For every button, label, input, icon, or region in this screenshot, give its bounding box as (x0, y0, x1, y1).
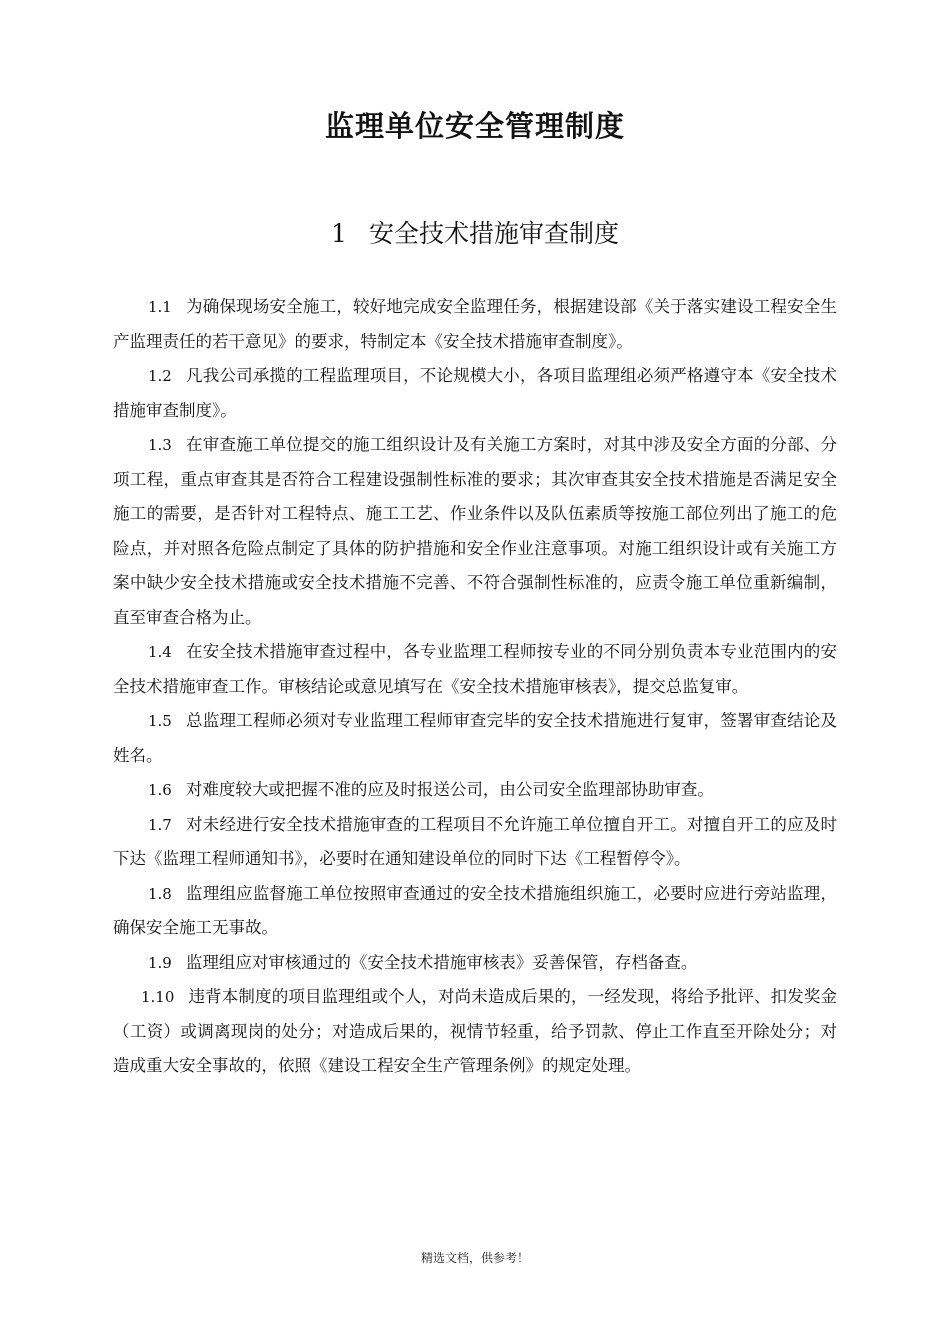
paragraph-number: 1.6 (148, 781, 172, 799)
paragraph-text: 凡我公司承揽的工程监理项目，不论规模大小，各项目监理组必须严格遵守本《安全技术措施审查制度》。 (113, 366, 837, 420)
paragraph-number: 1.4 (148, 643, 172, 661)
paragraph-1-9 (113, 946, 837, 981)
paragraph-1-10 (113, 980, 837, 1084)
paragraph-text: 对难度较大或把握不准的应及时报送公司，由公司安全监理部协助审查。 (185, 780, 714, 799)
paragraph-number: 1.9 (148, 953, 172, 972)
paragraph-number: 1.7 (148, 815, 172, 834)
paragraph-text: 总监理工程师必须对专业监理工程师审查完毕的安全技术措施进行复审，签署审查结论及姓名。 (113, 711, 837, 765)
paragraph-1-4 (113, 635, 837, 704)
paragraph-1-5 (113, 704, 837, 773)
paragraph-1-3 (113, 428, 837, 635)
page-footer: 精选文档，供参考！ (420, 1251, 529, 1265)
paragraph-1-6 (113, 773, 837, 808)
section-heading (0, 214, 950, 250)
paragraph-1-1 (113, 290, 837, 359)
paragraph-1-2 (113, 359, 837, 428)
paragraph-1-8 (113, 877, 837, 946)
paragraph-number: 1.8 (148, 884, 172, 903)
body-text (113, 290, 837, 1084)
paragraph-number: 1.5 (148, 712, 172, 730)
paragraph-number: 1.3 (148, 436, 172, 454)
document-title: 监理单位安全管理制度 (324, 109, 625, 143)
paragraph-text: 违背本制度的项目监理组或个人，对尚未造成后果的，一经发现，将给予批评、扣发奖金（工资）或调离现岗的处分；对造成后果的，视情节轻重，给予罚款、停止工作直至开除处分；对造成重大安全事故的，依照《建设工程安全生产管理条例》的规定处理。 (113, 987, 837, 1075)
paragraph-text: 对未经进行安全技术措施审查的工程项目不允许施工单位擅自开工。对擅自开工的应及时下达《监理工程师通知书》，必要时在通知建设单位的同时下达《工程暂停令》。 (113, 814, 837, 868)
paragraph-1-7 (113, 808, 837, 877)
paragraph-text: 在安全技术措施审查过程中，各专业监理工程师按专业的不同分别负责本专业范围内的安全技术措施审查工作。审核结论或意见填写在《安全技术措施审核表》，提交总监复审。 (113, 642, 837, 696)
section-title: 安全技术措施审查制度 (368, 219, 619, 248)
paragraph-text: 在审查施工单位提交的施工组织设计及有关施工方案时，对其中涉及安全方面的分部、分项工程，重点审查其是否符合工程建设强制性标准的要求；其次审查其安全技术措施是否满足安全施工的需要，是否针对工程特点、施工工艺、作业条件以及队伍素质等按施工部位列出了施工的危险点，并对照各危险点制定了具体的防护措施和安全作业注意事项。对施工组织设计或有关施工方案中缺少安全技术措施或安全技术措施不完善、不符合强制性标准的，应责令施工单位重新编制，直至审查合格为止。 (113, 435, 837, 627)
paragraph-text: 监理组应监督施工单位按照审查通过的安全技术措施组织施工，必要时应进行旁站监理，确保安全施工无事故。 (113, 883, 837, 937)
paragraph-number: 1.10 (141, 988, 175, 1006)
paragraph-number: 1.1 (148, 298, 172, 316)
section-number: 1 (331, 219, 347, 248)
paragraph-text: 监理组应对审核通过的《安全技术措施审核表》妥善保管，存档备查。 (185, 952, 698, 972)
paragraph-number: 1.2 (148, 367, 172, 385)
paragraph-text: 为确保现场安全施工，较好地完成安全监理任务，根据建设部《关于落实建设工程安全生产监理责任的若干意见》的要求，特制定本《安全技术措施审查制度》。 (113, 297, 837, 351)
